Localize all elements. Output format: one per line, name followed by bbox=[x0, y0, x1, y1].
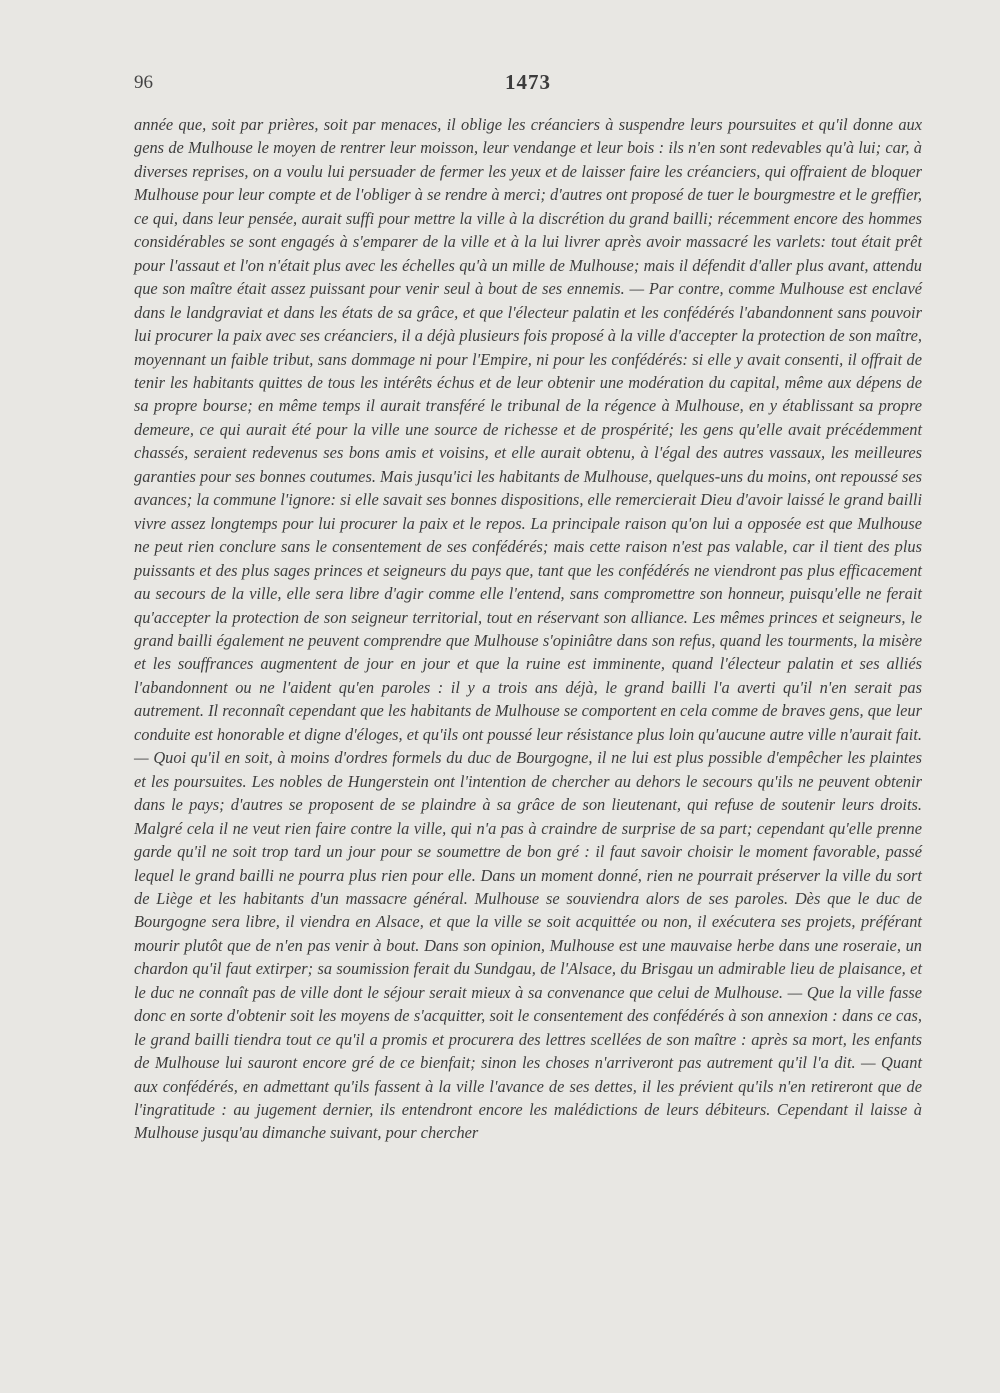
page-number: 96 bbox=[134, 72, 153, 93]
running-head-year: 1473 bbox=[505, 70, 551, 94]
page-header bbox=[134, 72, 922, 102]
body-paragraph: année que, soit par prières, soit par menaces, il oblige les créanciers à suspendre leurs poursuites et qu'il donne aux gens de Mulhouse le moyen de rentrer leur moisson, leur vendange et leur bois : ils n'en sont redevables qu'à lui; car, à diverses reprises, on a voulu lui persuader de fermer les yeux et de laisser faire les créanciers, qui offraient de bloquer Mulhouse pour leur compte et de l'obliger à se rendre à merci; d'autres ont proposé de tuer le bourgmestre et le greffier, ce qui, dans leur pensée, aurait suffi pour mettre la ville à la discrétion du grand bailli; récemment encore des hommes considérables se sont engagés à s'emparer de la ville et à la lui livrer après avoir massacré les varlets: tout était prêt pour l'assaut et l'on n'était plus avec les échelles qu'à un mille de Mulhouse; mais il défendit d'aller plus avant, attendu que son maître était assez puissant pour venir seul à bout de ses ennemis. — Par contre, comme Mulhouse est enclavé dans le landgraviat et dans les états de sa grâce, et que l'électeur palatin et les confédérés l'abandonnent sans pouvoir lui procurer la paix avec ses créanciers, il a déjà plusieurs fois proposé à la ville d'accepter la protection de son maître, moyennant un faible tribut, sans dommage ni pour l'Empire, ni pour les confédérés: si elle y avait consenti, il offrait de tenir les habitants quittes de tous les intérêts échus et de leur obtenir une modération du capital, même aux dépens de sa propre bourse; en même temps il aurait transféré le tribunal de la régence à Mulhouse, en y établissant sa propre demeure, ce qui aurait été pour la ville une source de richesse et de prospérité; les gens qu'elle avait précédemment chassés, seraient redevenus ses bons amis et voisins, et elle aurait obtenu, à l'égal des autres vassaux, les meilleures garanties pour ses bonnes coutumes. Mais jusqu'ici les habitants de Mulhouse, quelques-uns du moins, ont repoussé ses avances; la commune l'ignore: si elle savait ses bonnes dispositions, elle remercierait Dieu d'avoir laissé le grand bailli vivre assez longtemps pour lui procurer la paix et le repos. La principale raison qu'on lui a opposée est que Mulhouse ne peut rien conclure sans le consentement de ses confédérés; mais cette raison n'est pas valable, car il tient des plus puissants et des plus sages princes et seigneurs du pays que, tant que les confédérés ne viendront pas plus efficacement au secours de la ville, elle sera libre d'agir comme elle l'entend, sans compromettre son honneur, puisqu'elle ne ferait qu'accepter la protection de son seigneur territorial, tout en réservant son alliance. Les mêmes princes et seigneurs, le grand bailli également ne peuvent comprendre que Mulhouse s'opiniâtre dans son refus, quand les tourments, la misère et les souffrances augmentent de jour en jour et que la ruine est imminente, quand l'électeur palatin et ses alliés l'abandonnent ou ne l'aident qu'en paroles : il y a trois ans déjà, le grand bailli l'a averti qu'il n'en serait pas autrement. Il reconnaît cependant que les habitants de Mulhouse se comportent en cela comme de braves gens, que leur conduite est honorable et digne d'éloges, et qu'ils ont poussé leur résistance plus loin qu'aucune autre ville n'aurait fait. — Quoi qu'il en soit, à moins d'ordres formels du duc de Bourgogne, il ne lui est plus possible d'empêcher les plaintes et les poursuites. Les nobles de Hungerstein ont l'intention de chercher au dehors le secours qu'ils ne peuvent obtenir dans le pays; d'autres se proposent de se plaindre à sa grâce de son lieutenant, qui refuse de soutenir leurs droits. Malgré cela il ne veut rien faire contre la ville, qui n'a pas à craindre de surprise de sa part; cependant qu'elle prenne garde qu'il ne soit trop tard un jour pour se soumettre de bon gré : il faut savoir choisir le moment favorable, passé lequel le grand bailli ne pourra plus rien pour elle. Dans un moment donné, rien ne pourrait préserver la ville du sort de Liège et les habitants d'un massacre général. Mulhouse se souviendra alors de ses paroles. Dès que le duc de Bourgogne sera libre, il viendra en Alsace, et que la ville se soit acquittée ou non, il exécutera ses projets, préférant mourir plutôt que de n'en pas venir à bout. Dans son opinion, Mulhouse est une mauvaise herbe dans une roseraie, un chardon qu'il faut extirper; sa soumission ferait du Sundgau, de l'Alsace, du Brisgau un admirable lieu de plaisance, et le duc ne connaît pas de ville dont le séjour serait mieux à sa convenance que celui de Mulhouse. — Que la ville fasse donc en sorte d'obtenir soit les moyens de s'acquitter, soit le consentement des confédérés à son annexion : dans ce cas, le grand bailli tiendra tout ce qu'il a promis et procurera des lettres scellées de son maître : après sa mort, les enfants de Mulhouse lui sauront encore gré de ce bienfait; sinon les choses n'arriveront pas autrement qu'il l'a dit. — Quant aux confédérés, en admettant qu'ils fassent à la ville l'avance de ses dettes, il les prévient qu'ils n'en retireront que de l'ingratitude : au jugement dernier, ils entendront encore les malédictions de leurs débiteurs. Cependant il laisse à Mulhouse jusqu'au dimanche suivant, pour chercher bbox=[134, 115, 922, 1143]
